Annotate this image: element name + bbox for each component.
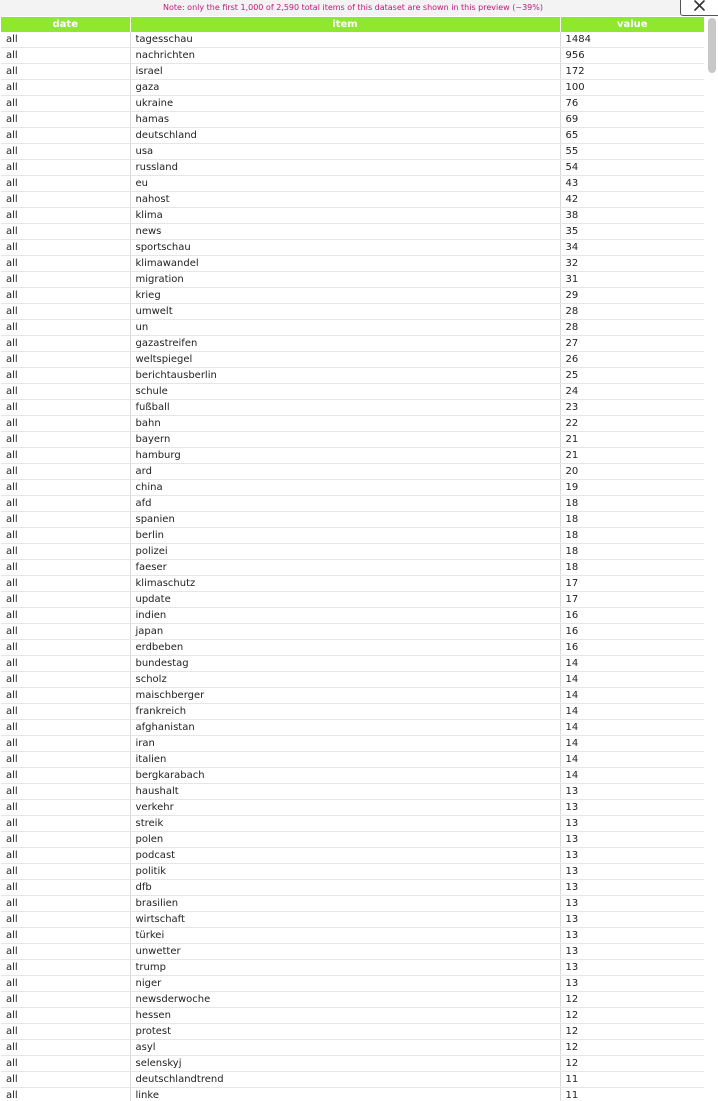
table-row xyxy=(1,864,704,880)
table-row xyxy=(1,736,704,752)
cell-date: all xyxy=(1,928,130,944)
header-row xyxy=(1,17,704,32)
table-row xyxy=(1,608,704,624)
table-row xyxy=(1,928,704,944)
table-row xyxy=(1,272,704,288)
cell-item: news xyxy=(130,224,560,240)
cell-date: all xyxy=(1,256,130,272)
table-row xyxy=(1,304,704,320)
cell-item: indien xyxy=(130,608,560,624)
cell-item: krieg xyxy=(130,288,560,304)
cell-date: all xyxy=(1,1072,130,1088)
cell-date: all xyxy=(1,704,130,720)
cell-value: 11 xyxy=(560,1088,704,1101)
table-row xyxy=(1,1072,704,1088)
cell-value: 38 xyxy=(560,208,704,224)
table-row xyxy=(1,368,704,384)
cell-date: all xyxy=(1,400,130,416)
cell-date: all xyxy=(1,912,130,928)
cell-item: afghanistan xyxy=(130,720,560,736)
cell-date: all xyxy=(1,304,130,320)
cell-date: all xyxy=(1,864,130,880)
cell-item: japan xyxy=(130,624,560,640)
cell-value: 21 xyxy=(560,432,704,448)
table-row xyxy=(1,32,704,48)
table-row xyxy=(1,512,704,528)
cell-date: all xyxy=(1,608,130,624)
table-row xyxy=(1,96,704,112)
cell-date: all xyxy=(1,960,130,976)
cell-date: all xyxy=(1,640,130,656)
data-table xyxy=(1,17,704,1101)
table-row xyxy=(1,48,704,64)
cell-item: bundestag xyxy=(130,656,560,672)
cell-item: bergkarabach xyxy=(130,768,560,784)
table-row xyxy=(1,400,704,416)
cell-item: italien xyxy=(130,752,560,768)
cell-value: 23 xyxy=(560,400,704,416)
cell-item: gaza xyxy=(130,80,560,96)
cell-value: 13 xyxy=(560,864,704,880)
cell-date: all xyxy=(1,544,130,560)
cell-item: ard xyxy=(130,464,560,480)
cell-item: spanien xyxy=(130,512,560,528)
cell-item: hessen xyxy=(130,1008,560,1024)
cell-item: unwetter xyxy=(130,944,560,960)
cell-value: 12 xyxy=(560,1056,704,1072)
table-row xyxy=(1,800,704,816)
cell-item: brasilien xyxy=(130,896,560,912)
cell-value: 27 xyxy=(560,336,704,352)
cell-item: nahost xyxy=(130,192,560,208)
cell-value: 172 xyxy=(560,64,704,80)
cell-date: all xyxy=(1,416,130,432)
cell-item: klimawandel xyxy=(130,256,560,272)
cell-item: migration xyxy=(130,272,560,288)
cell-value: 16 xyxy=(560,640,704,656)
table-row xyxy=(1,176,704,192)
cell-date: all xyxy=(1,1088,130,1101)
cell-value: 21 xyxy=(560,448,704,464)
cell-item: bayern xyxy=(130,432,560,448)
table-row xyxy=(1,1024,704,1040)
cell-date: all xyxy=(1,48,130,64)
cell-date: all xyxy=(1,1040,130,1056)
cell-date: all xyxy=(1,144,130,160)
cell-date: all xyxy=(1,32,130,48)
cell-date: all xyxy=(1,112,130,128)
cell-item: haushalt xyxy=(130,784,560,800)
cell-value: 12 xyxy=(560,992,704,1008)
cell-date: all xyxy=(1,992,130,1008)
cell-value: 32 xyxy=(560,256,704,272)
close-button[interactable] xyxy=(680,0,718,16)
table-row xyxy=(1,64,704,80)
cell-value: 18 xyxy=(560,544,704,560)
cell-item: schule xyxy=(130,384,560,400)
cell-value: 14 xyxy=(560,720,704,736)
cell-item: klimaschutz xyxy=(130,576,560,592)
table-row xyxy=(1,496,704,512)
cell-date: all xyxy=(1,768,130,784)
cell-date: all xyxy=(1,816,130,832)
cell-item: türkei xyxy=(130,928,560,944)
table-row xyxy=(1,704,704,720)
cell-value: 14 xyxy=(560,752,704,768)
cell-item: ukraine xyxy=(130,96,560,112)
cell-date: all xyxy=(1,240,130,256)
cell-item: streik xyxy=(130,816,560,832)
table-row xyxy=(1,384,704,400)
table-row xyxy=(1,848,704,864)
cell-date: all xyxy=(1,656,130,672)
cell-item: israel xyxy=(130,64,560,80)
cell-value: 16 xyxy=(560,608,704,624)
cell-value: 14 xyxy=(560,768,704,784)
cell-value: 14 xyxy=(560,704,704,720)
table-row xyxy=(1,224,704,240)
table-row xyxy=(1,1008,704,1024)
cell-item: russland xyxy=(130,160,560,176)
cell-item: usa xyxy=(130,144,560,160)
cell-item: wirtschaft xyxy=(130,912,560,928)
table-row xyxy=(1,944,704,960)
cell-value: 13 xyxy=(560,960,704,976)
table-row xyxy=(1,784,704,800)
table-row xyxy=(1,352,704,368)
cell-item: niger xyxy=(130,976,560,992)
cell-item: hamburg xyxy=(130,448,560,464)
cell-date: all xyxy=(1,1056,130,1072)
table-row xyxy=(1,144,704,160)
cell-value: 19 xyxy=(560,480,704,496)
cell-date: all xyxy=(1,64,130,80)
table-row xyxy=(1,240,704,256)
cell-date: all xyxy=(1,848,130,864)
cell-date: all xyxy=(1,80,130,96)
cell-value: 12 xyxy=(560,1024,704,1040)
cell-date: all xyxy=(1,880,130,896)
cell-value: 13 xyxy=(560,784,704,800)
cell-date: all xyxy=(1,1008,130,1024)
cell-item: frankreich xyxy=(130,704,560,720)
cell-date: all xyxy=(1,432,130,448)
cell-item: newsderwoche xyxy=(130,992,560,1008)
cell-value: 14 xyxy=(560,656,704,672)
cell-date: all xyxy=(1,384,130,400)
table-row xyxy=(1,976,704,992)
cell-value: 55 xyxy=(560,144,704,160)
cell-date: all xyxy=(1,528,130,544)
table-row xyxy=(1,464,704,480)
cell-date: all xyxy=(1,336,130,352)
table-row xyxy=(1,256,704,272)
cell-item: umwelt xyxy=(130,304,560,320)
cell-date: all xyxy=(1,896,130,912)
cell-date: all xyxy=(1,688,130,704)
cell-date: all xyxy=(1,96,130,112)
cell-item: sportschau xyxy=(130,240,560,256)
table-row xyxy=(1,768,704,784)
cell-value: 12 xyxy=(560,1040,704,1056)
cell-value: 14 xyxy=(560,688,704,704)
cell-item: berlin xyxy=(130,528,560,544)
cell-date: all xyxy=(1,832,130,848)
cell-date: all xyxy=(1,192,130,208)
table-row xyxy=(1,1040,704,1056)
scrollbar-thumb[interactable] xyxy=(708,18,716,73)
table-row xyxy=(1,192,704,208)
cell-value: 13 xyxy=(560,976,704,992)
cell-value: 13 xyxy=(560,800,704,816)
cell-value: 24 xyxy=(560,384,704,400)
cell-date: all xyxy=(1,1024,130,1040)
cell-value: 17 xyxy=(560,592,704,608)
cell-date: all xyxy=(1,496,130,512)
table-row xyxy=(1,432,704,448)
cell-date: all xyxy=(1,752,130,768)
cell-date: all xyxy=(1,320,130,336)
table-row xyxy=(1,816,704,832)
cell-item: selenskyj xyxy=(130,1056,560,1072)
cell-date: all xyxy=(1,272,130,288)
cell-date: all xyxy=(1,672,130,688)
cell-value: 13 xyxy=(560,896,704,912)
cell-date: all xyxy=(1,208,130,224)
cell-date: all xyxy=(1,976,130,992)
cell-item: gazastreifen xyxy=(130,336,560,352)
cell-value: 20 xyxy=(560,464,704,480)
cell-item: deutschlandtrend xyxy=(130,1072,560,1088)
column-header-date[interactable]: date xyxy=(1,17,130,32)
cell-date: all xyxy=(1,512,130,528)
cell-date: all xyxy=(1,464,130,480)
cell-value: 28 xyxy=(560,304,704,320)
cell-date: all xyxy=(1,576,130,592)
close-icon xyxy=(694,0,705,11)
table-row xyxy=(1,1056,704,1072)
cell-value: 29 xyxy=(560,288,704,304)
cell-value: 14 xyxy=(560,736,704,752)
table-row xyxy=(1,656,704,672)
cell-value: 43 xyxy=(560,176,704,192)
cell-value: 18 xyxy=(560,512,704,528)
cell-value: 42 xyxy=(560,192,704,208)
cell-item: trump xyxy=(130,960,560,976)
cell-date: all xyxy=(1,480,130,496)
cell-value: 14 xyxy=(560,672,704,688)
table-row xyxy=(1,672,704,688)
cell-value: 12 xyxy=(560,1008,704,1024)
table-row xyxy=(1,448,704,464)
cell-value: 69 xyxy=(560,112,704,128)
cell-value: 34 xyxy=(560,240,704,256)
cell-value: 13 xyxy=(560,944,704,960)
cell-item: weltspiegel xyxy=(130,352,560,368)
cell-value: 16 xyxy=(560,624,704,640)
cell-date: all xyxy=(1,592,130,608)
cell-date: all xyxy=(1,352,130,368)
cell-value: 28 xyxy=(560,320,704,336)
cell-value: 13 xyxy=(560,848,704,864)
cell-value: 26 xyxy=(560,352,704,368)
cell-value: 22 xyxy=(560,416,704,432)
cell-item: erdbeben xyxy=(130,640,560,656)
cell-value: 17 xyxy=(560,576,704,592)
table-row xyxy=(1,832,704,848)
cell-item: scholz xyxy=(130,672,560,688)
cell-value: 13 xyxy=(560,832,704,848)
cell-value: 13 xyxy=(560,928,704,944)
preview-note: Note: only the first 1,000 of 2,590 total items of this dataset are shown in this preview (~39%) xyxy=(0,0,706,16)
cell-value: 18 xyxy=(560,528,704,544)
table-row xyxy=(1,640,704,656)
cell-item: tagesschau xyxy=(130,32,560,48)
cell-item: polizei xyxy=(130,544,560,560)
cell-item: update xyxy=(130,592,560,608)
data-table-container[interactable] xyxy=(1,17,704,1101)
table-row xyxy=(1,416,704,432)
table-row xyxy=(1,288,704,304)
table-row xyxy=(1,560,704,576)
cell-value: 18 xyxy=(560,496,704,512)
cell-item: afd xyxy=(130,496,560,512)
cell-value: 1484 xyxy=(560,32,704,48)
cell-value: 13 xyxy=(560,816,704,832)
cell-date: all xyxy=(1,160,130,176)
cell-value: 11 xyxy=(560,1072,704,1088)
cell-item: china xyxy=(130,480,560,496)
cell-date: all xyxy=(1,944,130,960)
cell-date: all xyxy=(1,448,130,464)
column-header-value[interactable]: value xyxy=(560,17,704,32)
cell-item: bahn xyxy=(130,416,560,432)
cell-value: 100 xyxy=(560,80,704,96)
table-row xyxy=(1,480,704,496)
table-row xyxy=(1,128,704,144)
cell-item: deutschland xyxy=(130,128,560,144)
cell-value: 25 xyxy=(560,368,704,384)
cell-date: all xyxy=(1,368,130,384)
cell-value: 54 xyxy=(560,160,704,176)
cell-value: 35 xyxy=(560,224,704,240)
column-header-item[interactable]: item xyxy=(130,17,560,32)
table-row xyxy=(1,528,704,544)
cell-item: iran xyxy=(130,736,560,752)
cell-date: all xyxy=(1,128,130,144)
table-row xyxy=(1,576,704,592)
cell-item: nachrichten xyxy=(130,48,560,64)
cell-date: all xyxy=(1,560,130,576)
cell-date: all xyxy=(1,800,130,816)
cell-item: maischberger xyxy=(130,688,560,704)
cell-item: protest xyxy=(130,1024,560,1040)
cell-value: 65 xyxy=(560,128,704,144)
cell-item: un xyxy=(130,320,560,336)
cell-item: fußball xyxy=(130,400,560,416)
table-row xyxy=(1,112,704,128)
cell-item: linke xyxy=(130,1088,560,1101)
table-row xyxy=(1,752,704,768)
cell-item: polen xyxy=(130,832,560,848)
table-row xyxy=(1,320,704,336)
cell-date: all xyxy=(1,288,130,304)
cell-value: 76 xyxy=(560,96,704,112)
cell-value: 18 xyxy=(560,560,704,576)
cell-value: 31 xyxy=(560,272,704,288)
cell-item: faeser xyxy=(130,560,560,576)
table-row xyxy=(1,1088,704,1101)
table-row xyxy=(1,624,704,640)
table-row xyxy=(1,880,704,896)
table-row xyxy=(1,960,704,976)
cell-item: politik xyxy=(130,864,560,880)
table-row xyxy=(1,544,704,560)
cell-value: 13 xyxy=(560,912,704,928)
table-row xyxy=(1,592,704,608)
cell-item: berichtausberlin xyxy=(130,368,560,384)
cell-date: all xyxy=(1,784,130,800)
cell-date: all xyxy=(1,624,130,640)
cell-item: eu xyxy=(130,176,560,192)
vertical-scrollbar[interactable] xyxy=(706,16,718,1101)
cell-item: dfb xyxy=(130,880,560,896)
cell-item: verkehr xyxy=(130,800,560,816)
table-row xyxy=(1,688,704,704)
table-row xyxy=(1,336,704,352)
table-row xyxy=(1,80,704,96)
cell-value: 13 xyxy=(560,880,704,896)
cell-date: all xyxy=(1,224,130,240)
cell-item: asyl xyxy=(130,1040,560,1056)
table-row xyxy=(1,912,704,928)
cell-date: all xyxy=(1,736,130,752)
cell-item: klima xyxy=(130,208,560,224)
table-row xyxy=(1,896,704,912)
cell-date: all xyxy=(1,176,130,192)
table-row xyxy=(1,208,704,224)
table-body xyxy=(1,32,704,1101)
table-row xyxy=(1,160,704,176)
cell-value: 956 xyxy=(560,48,704,64)
cell-item: hamas xyxy=(130,112,560,128)
table-row xyxy=(1,992,704,1008)
table-row xyxy=(1,720,704,736)
cell-item: podcast xyxy=(130,848,560,864)
cell-date: all xyxy=(1,720,130,736)
